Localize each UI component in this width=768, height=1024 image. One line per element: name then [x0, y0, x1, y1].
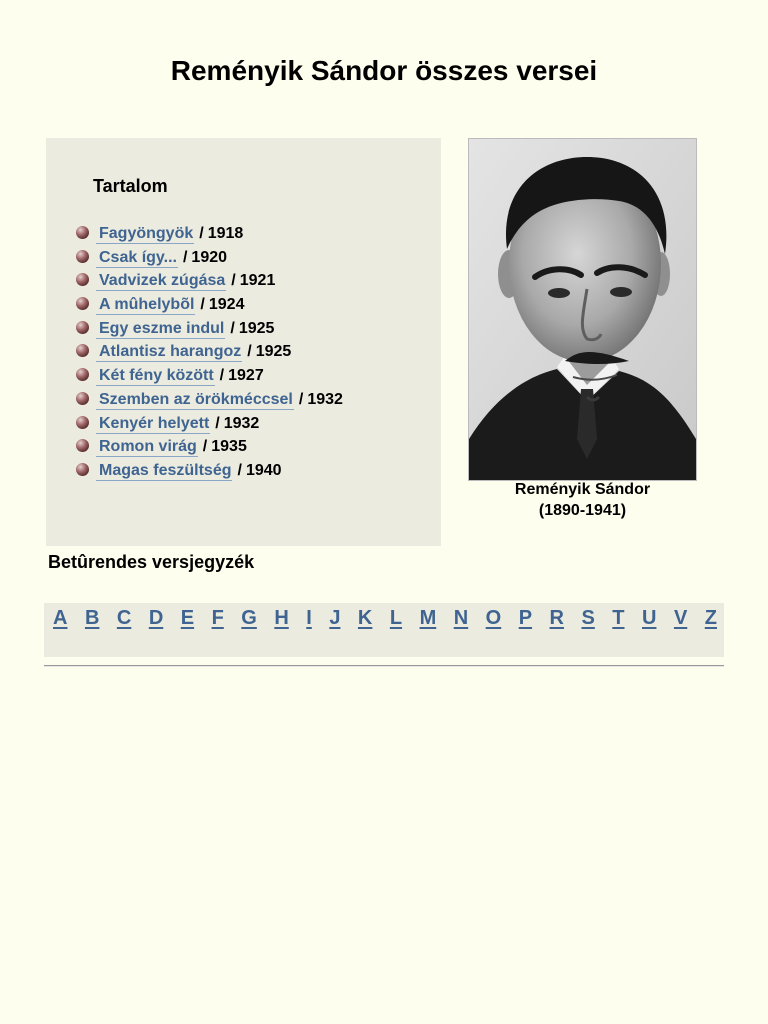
toc-year: 1925	[255, 343, 292, 361]
toc-separator: /	[247, 343, 252, 361]
toc-volume-link[interactable]: Szemben az örökméccsel	[96, 391, 294, 410]
letter-link[interactable]: G	[241, 607, 257, 629]
letter-link[interactable]: F	[211, 607, 224, 629]
divider	[44, 665, 724, 667]
toc-item	[76, 435, 343, 459]
toc-separator: /	[199, 225, 204, 242]
toc-item	[76, 293, 343, 317]
letter-link[interactable]: N	[453, 607, 469, 629]
toc-volume-link[interactable]: Romon virág	[96, 438, 198, 457]
toc-item	[76, 459, 343, 483]
toc-separator: /	[230, 319, 235, 337]
bullet-icon	[76, 321, 89, 334]
toc-separator: /	[219, 367, 225, 385]
bullet-icon	[76, 273, 89, 286]
letter-link[interactable]: P	[518, 607, 533, 629]
bullet-icon	[76, 392, 89, 405]
toc-item	[76, 364, 343, 388]
toc-separator: /	[231, 272, 236, 290]
letter-link[interactable]: V	[673, 607, 688, 629]
toc-item	[76, 269, 343, 293]
toc-item	[76, 412, 343, 436]
alphabet-nav	[44, 603, 724, 657]
toc-year: 1924	[208, 296, 245, 314]
toc-item	[76, 246, 343, 270]
toc-item	[76, 222, 343, 246]
toc-year: 1921	[239, 272, 276, 290]
letter-link[interactable]: H	[274, 607, 289, 629]
letter-link[interactable]: D	[148, 607, 164, 629]
toc-volume-link[interactable]: Vadvizek zúgása	[96, 272, 226, 291]
toc-separator: /	[200, 296, 205, 314]
alphabetical-index-heading: Betûrendes versjegyzék	[48, 552, 255, 572]
letter-link[interactable]: Z	[704, 607, 717, 629]
toc-separator: /	[202, 438, 208, 456]
toc-separator: /	[215, 414, 220, 432]
letter-link[interactable]: L	[389, 607, 403, 629]
toc-year: 1932	[223, 414, 260, 432]
toc-volume-link[interactable]: Fagyöngyök	[96, 225, 194, 244]
portrait-caption	[469, 479, 696, 521]
portrait-image	[469, 139, 696, 480]
bullet-icon	[76, 416, 89, 429]
toc-item	[76, 340, 343, 364]
toc-volume-link[interactable]: Két fény között	[96, 367, 215, 386]
letter-link[interactable]: C	[116, 607, 132, 629]
bullet-icon	[76, 297, 89, 310]
toc-separator: /	[237, 461, 242, 479]
page-title: Reményik Sándor összes versei	[170, 55, 598, 86]
toc-year: 1925	[238, 319, 275, 337]
caption-dates: (1890-1941)	[538, 502, 627, 519]
bullet-icon	[76, 226, 89, 239]
bullet-icon	[76, 250, 89, 263]
toc-volume-link[interactable]: Magas feszültség	[96, 462, 232, 481]
author-portrait	[469, 139, 696, 480]
toc-separator: /	[182, 248, 188, 266]
toc-year: 1918	[207, 225, 244, 242]
toc-year: 1920	[191, 248, 228, 266]
bullet-icon	[76, 463, 89, 476]
letter-link[interactable]: A	[53, 607, 68, 629]
toc-year: 1935	[211, 438, 247, 456]
toc-volume-link[interactable]: Csak így...	[96, 249, 178, 268]
toc-heading: Tartalom	[93, 176, 168, 196]
toc-item	[76, 317, 343, 341]
bullet-icon	[76, 344, 89, 357]
letter-link[interactable]: I	[306, 607, 312, 629]
letter-link[interactable]: T	[612, 607, 625, 629]
letter-link[interactable]: O	[485, 607, 502, 629]
toc-volume-link[interactable]: Kenyér helyett	[96, 415, 210, 434]
letter-link[interactable]: K	[357, 607, 373, 629]
toc-item	[76, 388, 343, 412]
letter-link[interactable]: U	[642, 607, 657, 629]
toc-year: 1932	[307, 390, 343, 408]
letter-link[interactable]: S	[581, 607, 595, 629]
toc-volume-link[interactable]: A mûhelybõl	[96, 296, 195, 315]
letter-link[interactable]: R	[549, 607, 564, 629]
bullet-icon	[76, 439, 89, 452]
letter-link[interactable]: B	[84, 607, 100, 629]
letter-link[interactable]: M	[419, 607, 437, 629]
caption-name: Reményik Sándor	[514, 481, 651, 498]
toc-year: 1940	[245, 461, 282, 479]
toc-list	[76, 222, 343, 483]
letter-link[interactable]: J	[329, 607, 341, 629]
bullet-icon	[76, 368, 89, 381]
toc-volume-link[interactable]: Egy eszme indul	[96, 320, 225, 339]
toc-volume-link[interactable]: Atlantisz harangoz	[96, 343, 242, 362]
toc-separator: /	[298, 390, 304, 408]
letter-link[interactable]: E	[180, 607, 195, 629]
alphabet-links	[53, 607, 717, 630]
toc-panel	[46, 138, 441, 546]
toc-year: 1927	[228, 367, 264, 385]
